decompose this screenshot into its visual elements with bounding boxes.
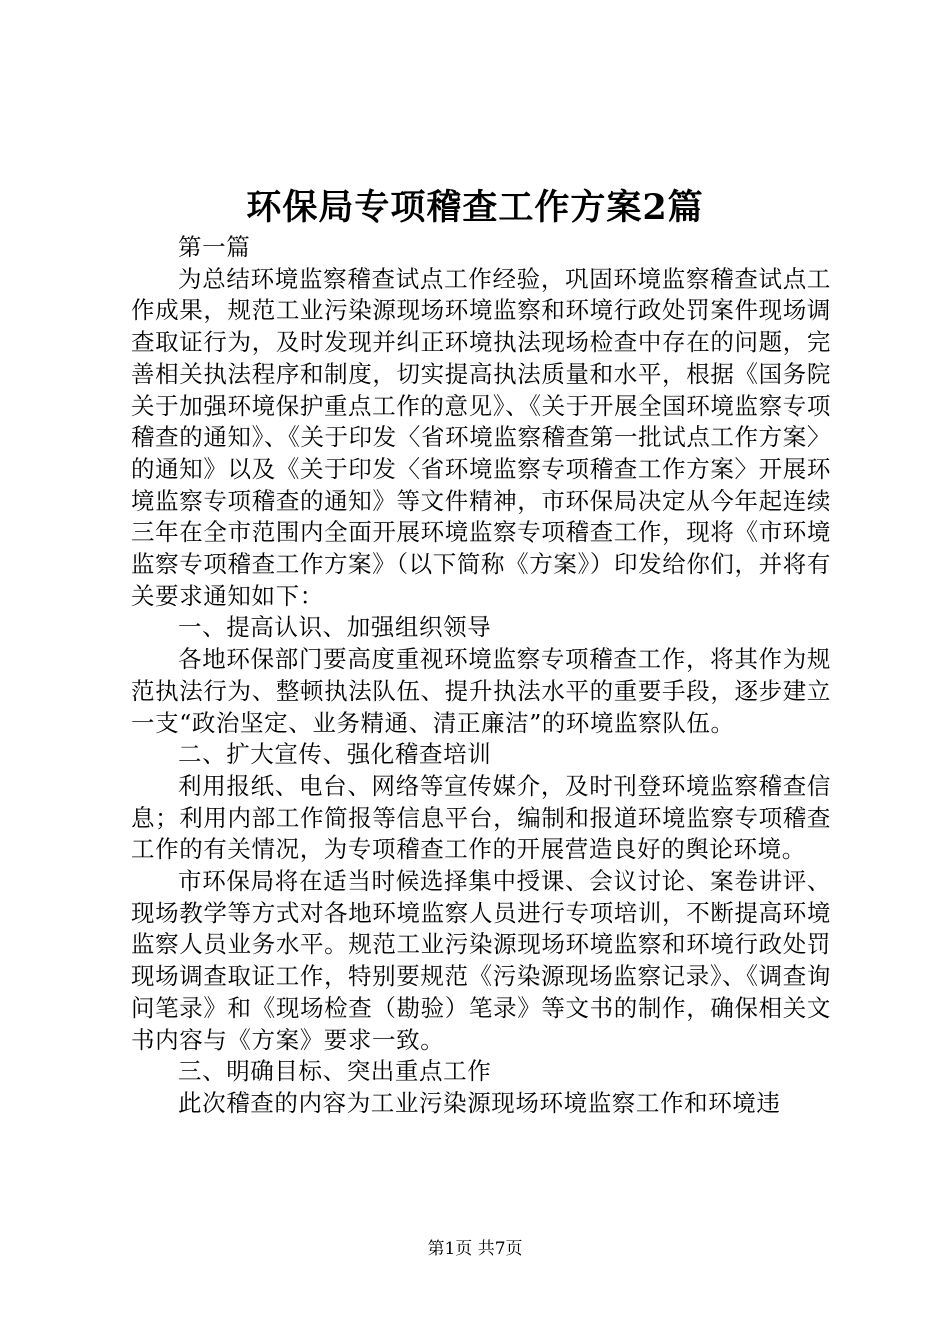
document-body — [131, 232, 831, 1120]
body-paragraph: 利用报纸、电台、网络等宣传媒介，及时刊登环境监察稽查信息；利用内部工作简报等信息平台，编制和报道环境监察专项稽查工作的有关情况，为专项稽查工作的开展营造良好的舆论环境。 — [131, 771, 831, 864]
page-footer: 第1页 共7页 — [427, 1239, 523, 1259]
body-paragraph: 此次稽查的内容为工业污染源现场环境监察工作和环境违 — [178, 1088, 781, 1117]
body-paragraph: 市环保局将在适当时候选择集中授课、会议讨论、案卷讲评、现场教学等方式对各地环境监察人员进行专项培训，不断提高环境监察人员业务水平。规范工业污染源现场环境监察和环境行政处罚现场调查取证工作，特别要规范《污染源现场监察记录》、《调查询问笔录》和《现场检查（勘验）笔录》等文书的制作，确保相关文书内容与《方案》要求一致。 — [131, 867, 831, 1054]
document-title: 环保局专项稽查工作方案2篇 — [246, 187, 704, 228]
body-paragraph: 各地环保部门要高度重视环境监察专项稽查工作，将其作为规范执法行为、整顿执法队伍、提升执法水平的重要手段，逐步建立一支“政治坚定、业务精通、清正廉洁”的环境监察队伍。 — [131, 645, 831, 737]
section-heading-2: 二、扩大宣传、强化稽查培训 — [178, 740, 492, 769]
intro-paragraph: 为总结环境监察稽查试点工作经验，巩固环境监察稽查试点工作成果，规范工业污染源现场环境监察和环境行政处罚案件现场调查取证行为，及时发现并纠正环境执法现场检查中存在的问题，完善相关执法程序和制度，切实提高执法质量和水平，根据《国务院关于加强环境保护重点工作的意见》、《关于开展全国环境监察专项稽查的通知》、《关于印发〈省环境监察稽查第一批试点工作方案〉的通知》以及《关于印发〈省环境监察专项稽查工作方案〉开展环境监察专项稽查的通知》等文件精神，市环保局决定从今年起连续三年在全市范围内全面开展环境监察专项稽查工作，现将《市环境监察专项稽查工作方案》（以下简称《方案》）印发给你们，并将有关要求通知如下： — [131, 264, 831, 610]
section-heading-3: 三、明确目标、突出重点工作 — [178, 1057, 492, 1086]
section-heading-first: 第一篇 — [178, 233, 251, 261]
section-heading-1: 一、提高认识、加强组织领导 — [178, 613, 492, 642]
